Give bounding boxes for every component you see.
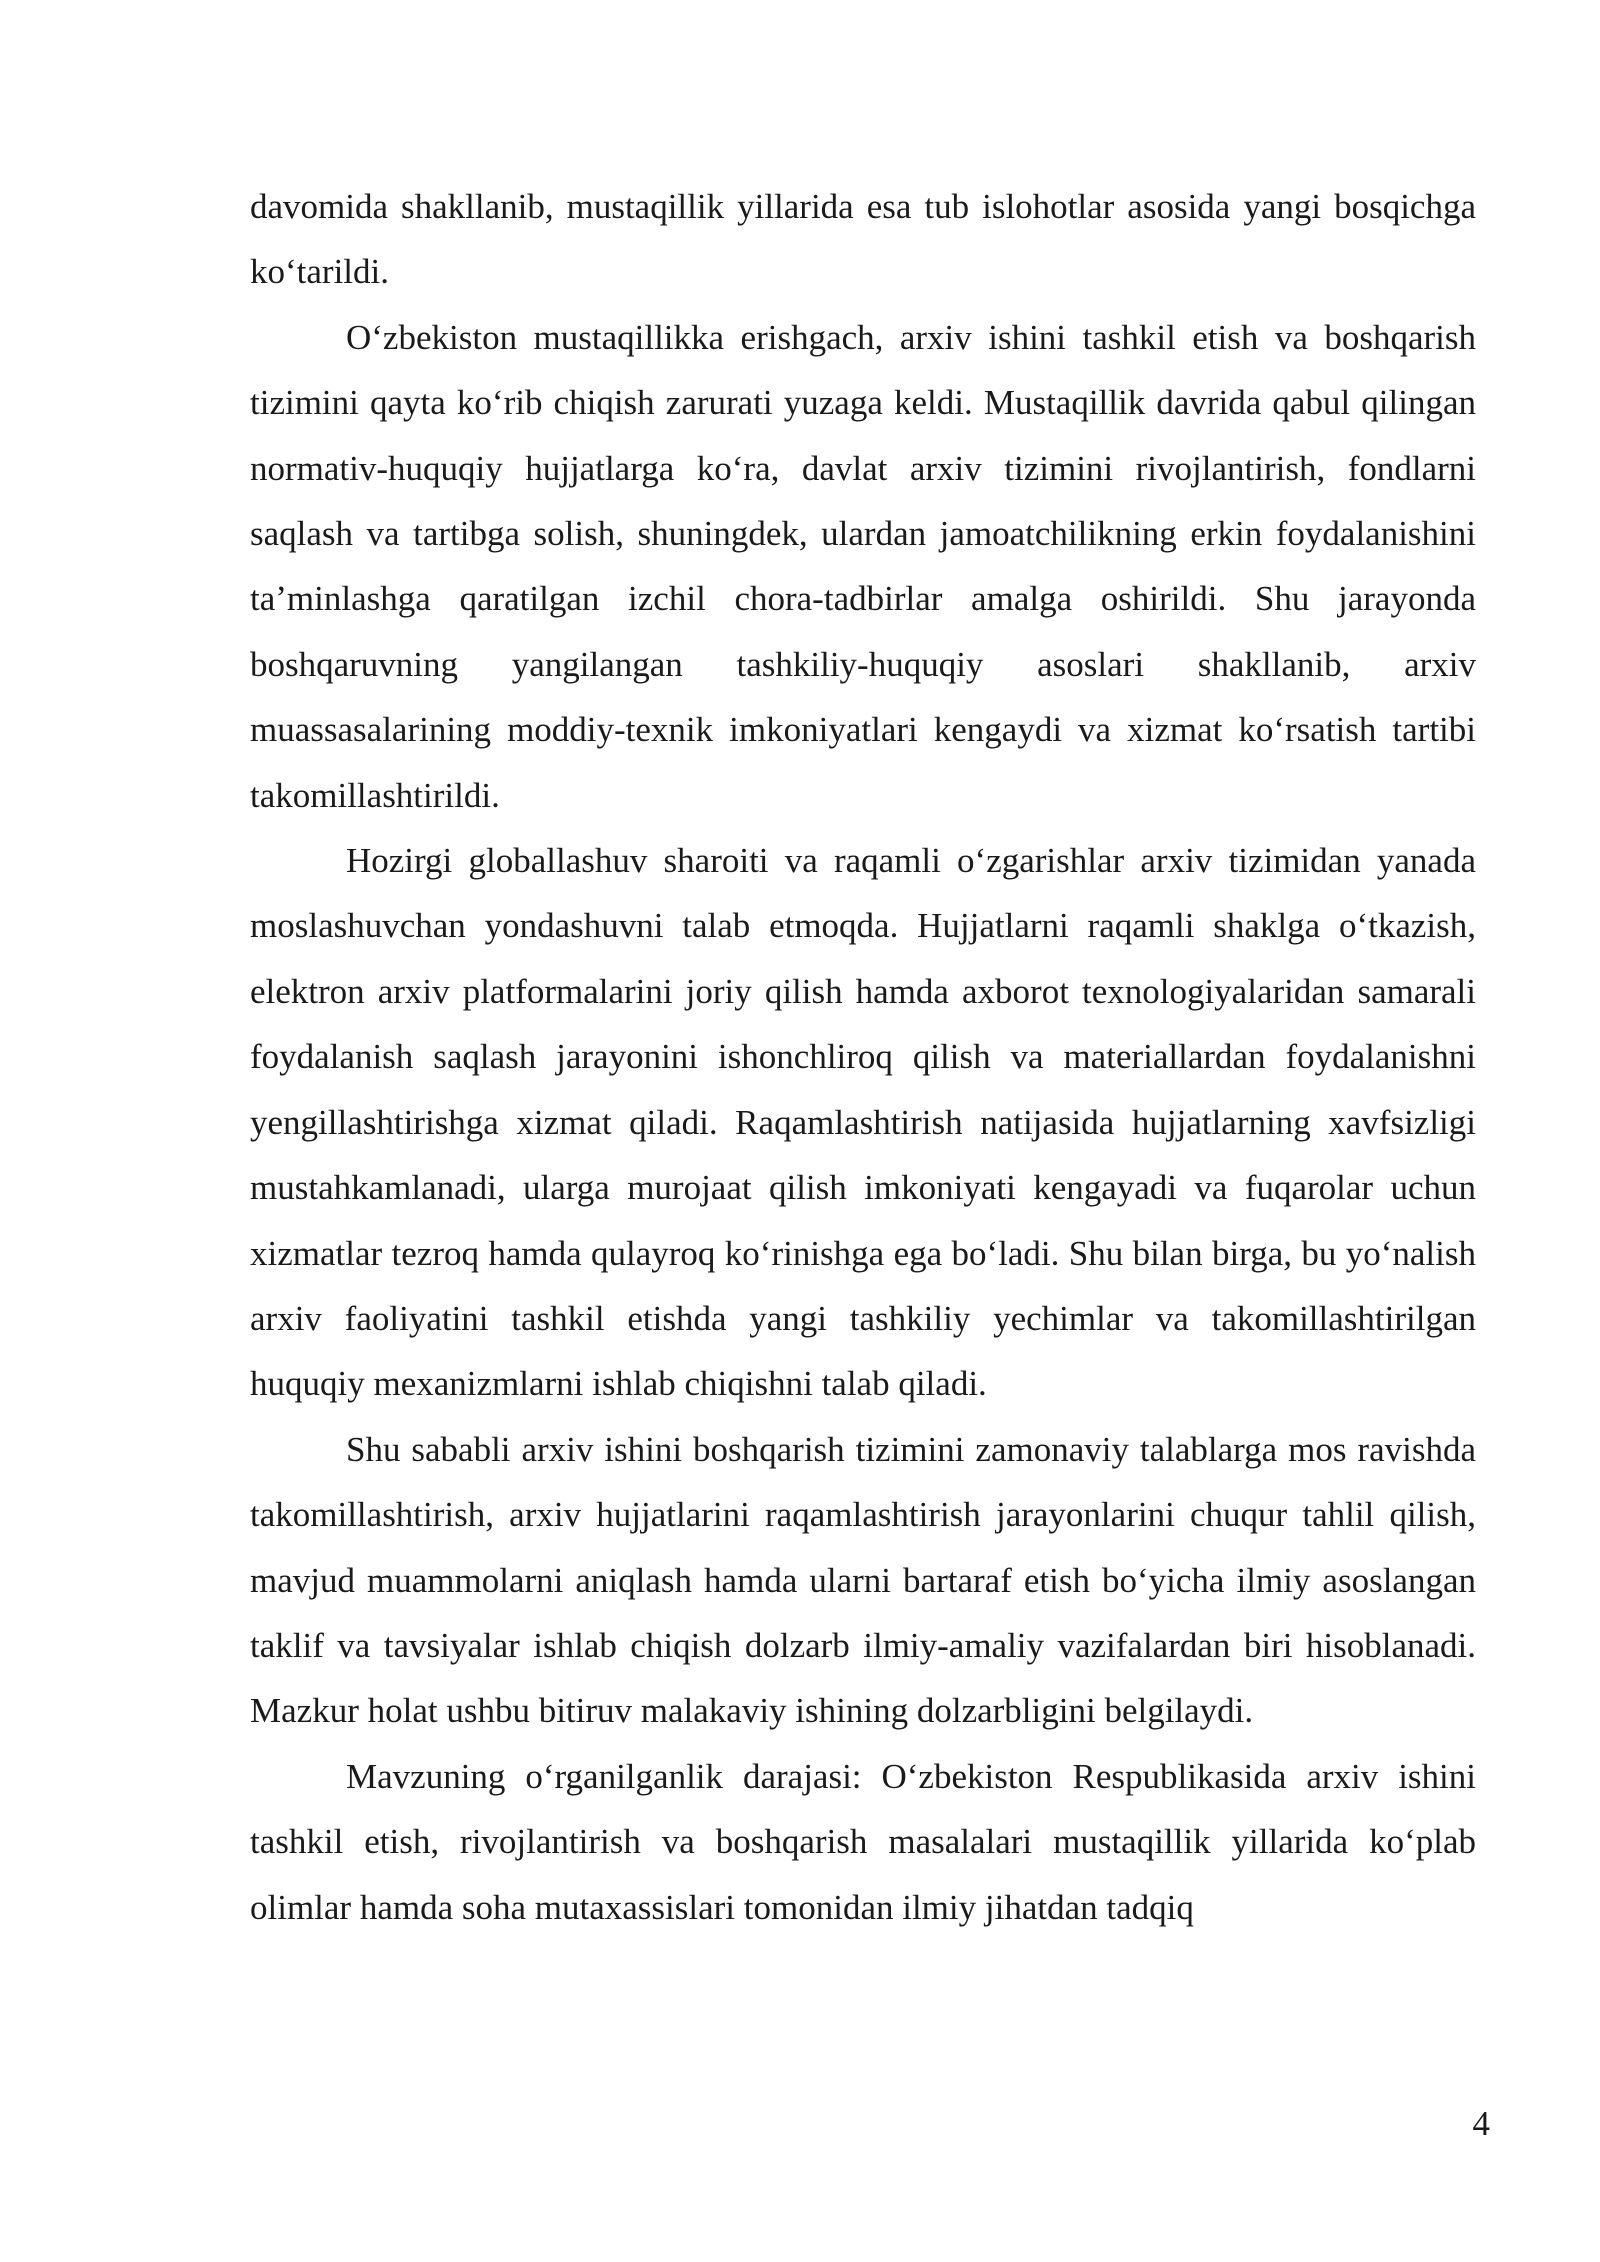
paragraph-independence-reforms: Oʻzbekiston mustaqillikka erishgach, arxiv ishini tashkil etish va boshqarish tizimini qayta koʻrib chiqish zarurati yuzaga keldi. Mustaqillik davrida qabul qilingan normativ-huquqiy hujjatlarga koʻra, davlat arxiv tizimini rivojlantirish, fondlarni saqlash va tartibga solish, shuningdek, ulardan jamoatchilikning erkin foydalanishini taʼminlashga qaratilgan izchil chora-tadbirlar amalga oshirildi. Shu jarayonda boshqaruvning yangilangan tashkiliy-huquqiy asoslari shakllanib, arxiv muassasalarining moddiy-texnik imkoniyatlari kengaydi va xizmat koʻrsatish tartibi takomillashtirildi. <box>250 317 1476 815</box>
paragraph-continuation: davomida shakllanib, mustaqillik yillarida esa tub islohotlar asosida yangi bosqichga koʻtarildi. <box>250 187 1476 292</box>
document-body <box>250 174 1476 1940</box>
paragraph-digitalization: Hozirgi globallashuv sharoiti va raqamli oʻzgarishlar arxiv tizimidan yanada moslashuvchan yondashuvni talab etmoqda. Hujjatlarni raqamli shaklga oʻtkazish, elektron arxiv platformalarini joriy qilish hamda axborot texnologiyalaridan samarali foydalanish saqlash jarayonini ishonchliroq qilish va materiallardan foydalanishni yengillashtirishga xizmat qiladi. Raqamlashtirish natijasida hujjatlarning xavfsizligi mustahkamlanadi, ularga murojaat qilish imkoniyati kengayadi va fuqarolar uchun xizmatlar tezroq hamda qulayroq koʻrinishga ega boʻladi. Shu bilan birga, bu yoʻnalish arxiv faoliyatini tashkil etishda yangi tashkiliy yechimlar va takomillashtirilgan huquqiy mexanizmlarni ishlab chiqishni talab qiladi. <box>250 841 1476 1404</box>
paragraph-research-degree: Mavzuning oʻrganilganlik darajasi: Oʻzbekiston Respublikasida arxiv ishini tashkil etish, rivojlantirish va boshqarish masalalari mustaqillik yillarida koʻplab olimlar hamda soha mutaxassislari tomonidan ilmiy jihatdan tadqiq <box>250 1756 1476 1927</box>
paragraph-relevance: Shu sababli arxiv ishini boshqarish tizimini zamonaviy talablarga mos ravishda takomillashtirish, arxiv hujjatlarini raqamlashtirish jarayonlarini chuqur tahlil qilish, mavjud muammolarni aniqlash hamda ularni bartaraf etish boʻyicha ilmiy asoslangan taklif va tavsiyalar ishlab chiqish dolzarb ilmiy-amaliy vazifalardan biri hisoblanadi. Mazkur holat ushbu bitiruv malakaviy ishining dolzarbligini belgilaydi. <box>250 1429 1476 1731</box>
page-number: 4 <box>1472 2104 1490 2143</box>
